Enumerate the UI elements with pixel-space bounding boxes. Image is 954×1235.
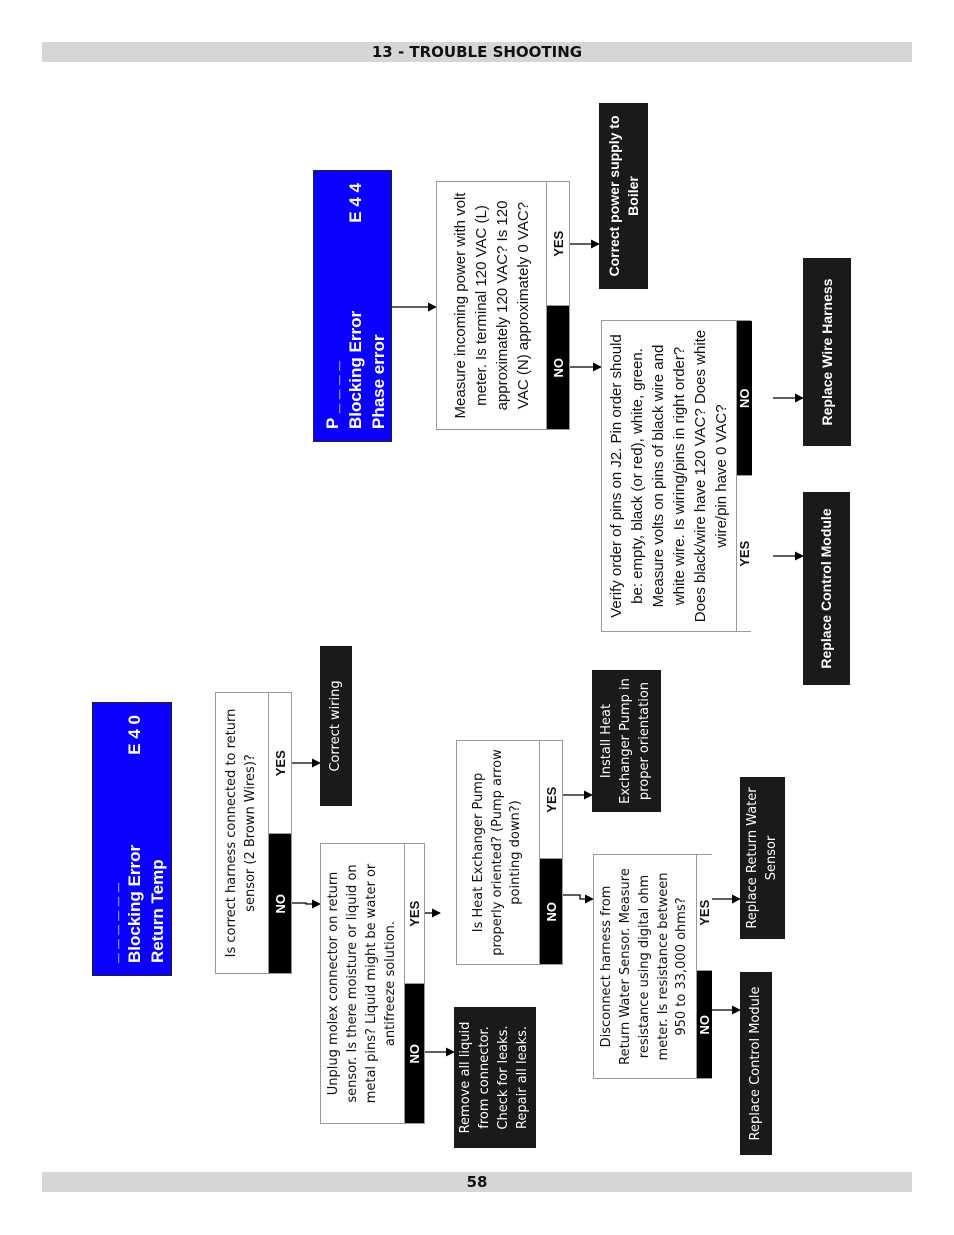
arrow-e40q1-yes <box>291 903 320 904</box>
e40-action-remove-liquid <box>454 1007 536 1148</box>
e40-question-moisture-answers <box>404 844 424 1123</box>
e40-code-line: _ _ _ _ _ _ <box>102 882 121 963</box>
e44-question-pin-order <box>601 320 751 632</box>
e40-action-correct-wiring <box>320 646 352 806</box>
e40-question-pump-answers <box>539 741 562 964</box>
footer-bar <box>42 1172 912 1192</box>
e40-action-replace-module-text: Replace Control Module <box>747 986 763 1141</box>
section-header-bar <box>42 42 912 62</box>
yes-label: YES <box>697 855 712 971</box>
no-label: NO <box>547 307 569 430</box>
e44-title-row <box>345 183 368 429</box>
e40-action-remove-liquid-text: Remove all liquid from connector. Check for leaks. Repair all leaks. <box>458 1021 530 1134</box>
e40-question-pump <box>456 740 563 965</box>
e44-action-power-supply <box>599 103 648 289</box>
e44-question-power <box>436 181 570 430</box>
e44-title: Blocking Error <box>345 310 365 429</box>
e40-action-install-pump-text: Install Heat Exchanger Pump in proper orientation <box>599 678 652 804</box>
e44-action-replace-harness <box>803 258 851 446</box>
no-label: NO <box>540 859 562 964</box>
e40-action-replace-sensor-text: Replace Return Water Sensor <box>744 787 779 929</box>
e44-error-header <box>313 170 392 442</box>
section-title: 13 - TROUBLE SHOOTING <box>371 43 583 61</box>
no-label: NO <box>697 971 712 1078</box>
arrow-e40q3-yes <box>563 895 593 899</box>
e44-action-replace-module <box>803 492 850 685</box>
e40-subtitle: Return Temp <box>147 859 167 963</box>
e40-title-row <box>124 715 147 963</box>
e40-question-resistance-text: Disconnect harness from Return Water Sensor. Measure resistance using digital ohm meter. Is resistance between 950 to 33,000 ohms? <box>599 868 690 1065</box>
e40-action-install-pump <box>592 670 661 812</box>
e44-action-power-supply-text: Correct power supply to Boiler <box>605 115 641 277</box>
e44-action-replace-harness-text: Replace Wire Harness <box>818 278 835 426</box>
e40-question-harness-text: Is correct harness connected to return sensor (2 Brown Wires)? <box>224 708 258 958</box>
page-number: 58 <box>466 1173 488 1191</box>
e44-question-power-answers <box>546 182 569 429</box>
e44-action-replace-module-text: Replace Control Module <box>818 508 835 669</box>
e44-subtitle: Phase error <box>368 334 388 429</box>
e40-question-harness <box>215 692 292 974</box>
e40-question-moisture <box>320 843 425 1124</box>
e44-code-line: P _ _ _ _ <box>323 361 342 429</box>
e40-question-resistance <box>593 854 712 1079</box>
e44-code: E 4 4 <box>345 183 365 223</box>
e44-question-pin-order-text: Verify order of pins on J2. Pin order should be: empty, black (or red), white, green. Measure volts on pins of black wire and white wire. Is wiring/pins in right order? Does black/wire have 120 VAC? Does white wire/pin have 0 VAC? <box>608 329 730 623</box>
e44-question-pin-order-answers <box>736 321 752 631</box>
no-label: NO <box>405 985 424 1124</box>
e40-code: E 4 0 <box>124 715 144 755</box>
e40-action-replace-module <box>740 972 772 1155</box>
e40-question-moisture-text: Unplug molex connector on return sensor. Is there moisture or liquid on metal pins? Liquid might be water or antifreeze solution. <box>326 863 398 1104</box>
e40-error-header <box>92 702 172 976</box>
e40-question-resistance-answers <box>696 855 712 1078</box>
no-label: NO <box>737 321 752 476</box>
e40-action-replace-sensor <box>740 777 785 939</box>
e40-question-harness-answers <box>268 693 291 973</box>
e40-title: Blocking Error <box>124 844 144 963</box>
no-label: NO <box>269 834 291 973</box>
yes-label: YES <box>737 476 752 632</box>
yes-label: YES <box>547 182 569 307</box>
e40-question-pump-text: Is Heat Exchanger Pump properly oriented? (Pump arrow pointing down?) <box>470 749 524 956</box>
yes-label: YES <box>540 741 562 859</box>
e40-action-correct-wiring-text: Correct wiring <box>327 680 343 772</box>
e44-question-power-text: Measure incoming power with volt meter. Is terminal 120 VAC (L) approximately 120 VAC? Is 120 VAC (N) approximately 0 VAC? <box>451 192 532 419</box>
yes-label: YES <box>405 844 424 985</box>
yes-label: YES <box>269 693 291 834</box>
